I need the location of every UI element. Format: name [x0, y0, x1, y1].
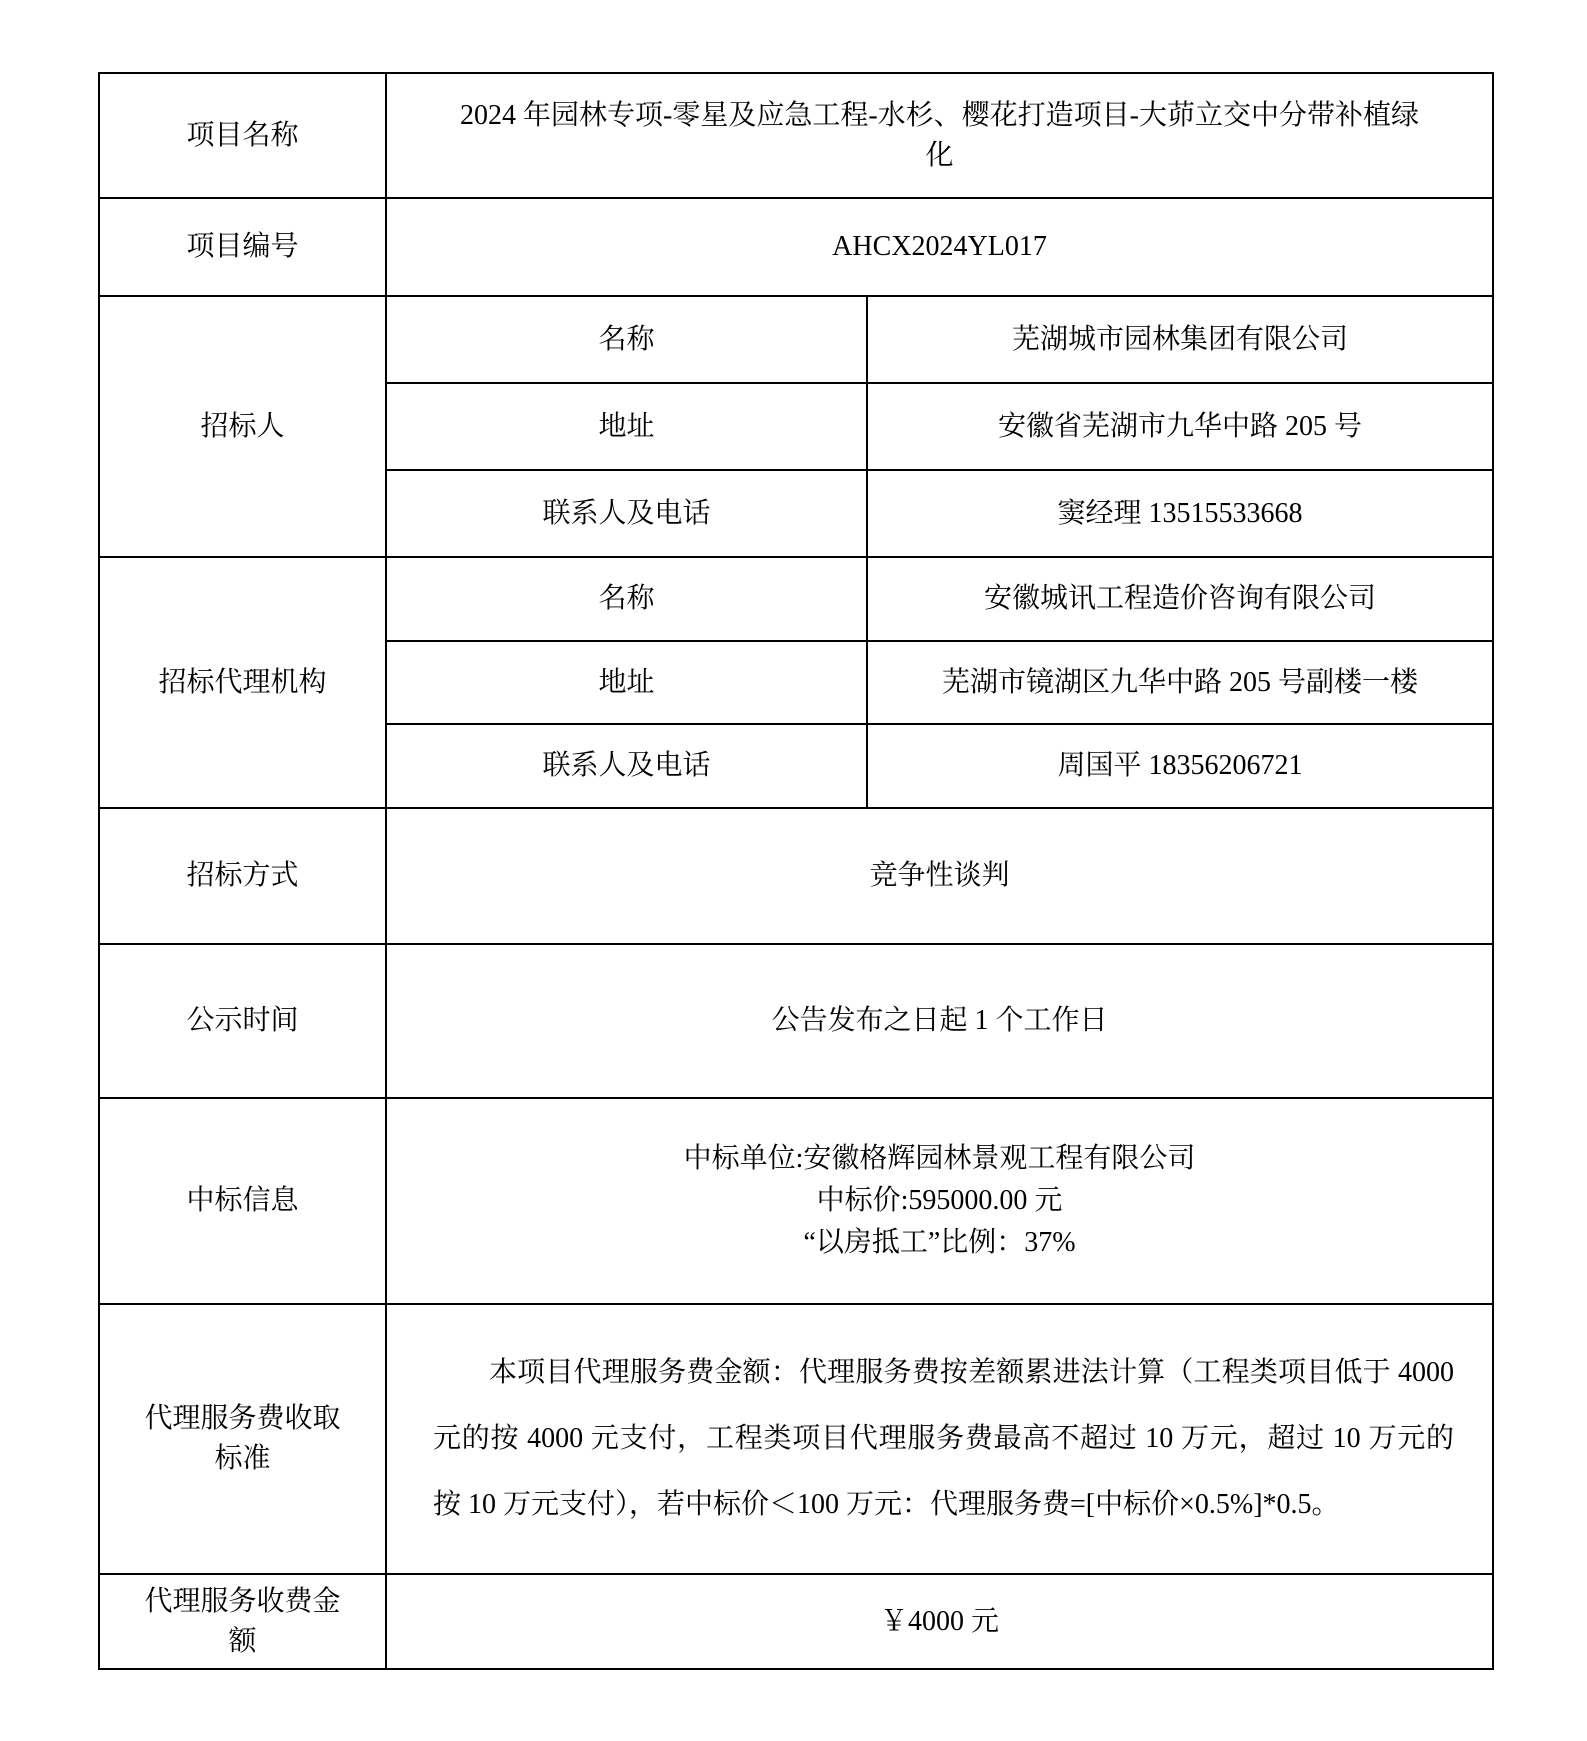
award-price: 中标价:595000.00 元	[816, 1185, 1063, 1216]
project-number-label: 项目编号	[186, 231, 299, 262]
tenderer-address-field: 地址	[386, 383, 867, 470]
agency-address-field: 地址	[386, 641, 867, 724]
method-value-cell	[386, 808, 1493, 944]
fee-standard-paragraph: 本项目代理服务费金额：代理服务费按差额累进法计算（工程类项目低于 4000 元的按 4000 元支付，工程类项目代理服务费最高不超过 10 万元，超过 10 万元的按 10 万元支付），若中标价＜100 万元：代理服务费=[中标价×0.5%]*0.5。	[433, 1357, 1454, 1520]
project-number-value-cell	[386, 198, 1493, 296]
tenderer-name-value: 芜湖城市园林集团有限公司	[867, 296, 1493, 383]
award-value-cell	[386, 1098, 1493, 1304]
fee-standard-value-cell	[386, 1304, 1493, 1574]
tenderer-contact-value: 窦经理 13515533668	[867, 470, 1493, 557]
tenderer-name-field: 名称	[386, 296, 867, 383]
project-name-value-cell	[386, 73, 1493, 198]
row-method	[99, 808, 1493, 944]
fee-amount-label-cell	[99, 1574, 386, 1669]
fee-amount-value-cell	[386, 1574, 1493, 1669]
agency-name-field: 名称	[386, 557, 867, 641]
row-agency-name	[99, 557, 1493, 641]
row-fee-amount	[99, 1574, 1493, 1669]
publicity-label-cell	[99, 944, 386, 1098]
tenderer-label-cell	[99, 296, 386, 557]
tenderer-label: 招标人	[200, 410, 285, 442]
fee-amount-value: ￥4000 元	[879, 1605, 999, 1637]
row-tenderer-name	[99, 296, 1493, 383]
publicity-label: 公示时间	[186, 1005, 299, 1036]
publicity-value-cell	[386, 944, 1493, 1098]
bid-announcement-table	[98, 72, 1494, 1670]
project-name-label-cell	[99, 73, 386, 198]
agency-label: 招标代理机构	[158, 666, 327, 698]
award-winner: 中标单位:安徽格辉园林景观工程有限公司	[683, 1143, 1196, 1174]
row-project-name	[99, 73, 1493, 198]
project-number-label-cell	[99, 198, 386, 296]
method-label-cell	[99, 808, 386, 944]
agency-name-value: 安徽城讯工程造价咨询有限公司	[867, 557, 1493, 641]
award-label: 中标信息	[186, 1185, 299, 1216]
award-label-cell	[99, 1098, 386, 1304]
award-lines	[387, 1138, 1492, 1264]
agency-contact-value: 周国平 18356206721	[867, 724, 1493, 808]
tenderer-address-value: 安徽省芜湖市九华中路 205 号	[867, 383, 1493, 470]
award-ratio: “以房抵工”比例：37%	[803, 1227, 1076, 1258]
agency-label-cell	[99, 557, 386, 808]
tenderer-contact-field: 联系人及电话	[386, 470, 867, 557]
method-value: 竞争性谈判	[869, 860, 1010, 891]
row-award-info	[99, 1098, 1493, 1304]
fee-standard-label: 代理服务费收取标准	[144, 1403, 341, 1474]
publicity-value: 公告发布之日起 1 个工作日	[771, 1005, 1108, 1036]
row-fee-standard	[99, 1304, 1493, 1574]
project-name-label: 项目名称	[186, 119, 299, 151]
agency-address-value: 芜湖市镜湖区九华中路 205 号副楼一楼	[867, 641, 1493, 724]
fee-standard-label-cell	[99, 1304, 386, 1574]
method-label: 招标方式	[186, 860, 299, 891]
row-project-number	[99, 198, 1493, 296]
project-name-value: 2024 年园林专项-零星及应急工程-水杉、樱花打造项目-大茆立交中分带补植绿化	[460, 99, 1419, 171]
project-number-value: AHCX2024YL017	[832, 231, 1047, 262]
row-publicity-time	[99, 944, 1493, 1098]
agency-contact-field: 联系人及电话	[386, 724, 867, 808]
fee-amount-label: 代理服务收费金额	[144, 1585, 341, 1657]
